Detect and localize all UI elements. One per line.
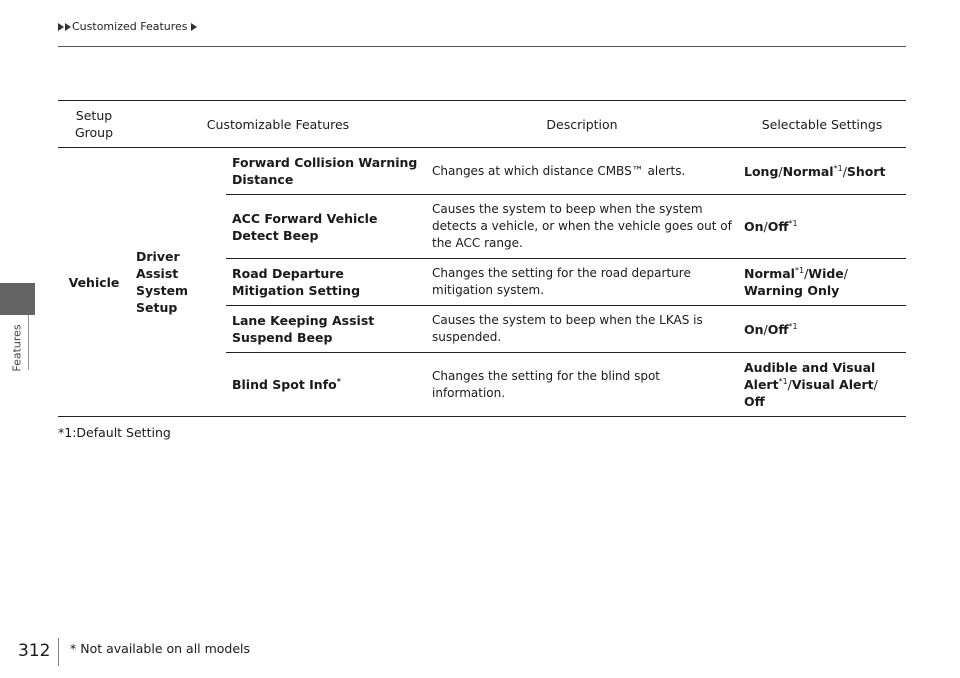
breadcrumb-arrow-icon [191,23,197,31]
feature-name: Lane Keeping Assist Suspend Beep [226,306,426,353]
group-vehicle: Vehicle [58,148,130,417]
header-selectable-settings: Selectable Settings [738,101,906,148]
feature-description: Changes the setting for the road departure mitigation system. [426,259,738,306]
breadcrumb [58,20,198,33]
feature-name: ACC Forward Vehicle Detect Beep [226,195,426,259]
table-header-row [58,101,906,148]
subgroup-driver-assist: Driver Assist System Setup [130,148,226,417]
feature-name: Road Departure Mitigation Setting [226,259,426,306]
customized-features-table [58,100,906,417]
feature-name: Blind Spot Info* [226,353,426,417]
feature-settings: Audible and Visual Alert$^{*1}$/Visual Alert/ Off [738,353,906,417]
feature-name: Forward Collision Warning Distance [226,148,426,195]
feature-description: Causes the system to beep when the LKAS is suspended. [426,306,738,353]
breadcrumb-label[interactable]: Customized Features [72,20,188,33]
table-row [58,148,906,195]
feature-description: Changes the setting for the blind spot information. [426,353,738,417]
header-rule [58,46,906,47]
feature-settings: Normal$^{*1}$/Wide/ Warning Only [738,259,906,306]
page-number: 312 [18,641,51,661]
feature-settings: Long/Normal$^{*1}$/Short [738,148,906,195]
header-description: Description [426,101,738,148]
header-customizable-features: Customizable Features [130,101,426,148]
header-setup-group: Setup Group [58,101,130,148]
footer-rule [58,638,59,666]
feature-description: Causes the system to beep when the system detects a vehicle, or when the vehicle goes out of the ACC range. [426,195,738,259]
section-tab-label: Features [10,324,24,372]
breadcrumb-arrow-icon [58,23,64,31]
feature-settings: On/Off$^{*1}$ [738,306,906,353]
section-tab-marker [0,283,35,315]
feature-settings: On/Off$^{*1}$ [738,195,906,259]
feature-description: Changes at which distance CMBS™ alerts. [426,148,738,195]
availability-note: * Not available on all models [70,641,251,656]
section-tab-rule [28,315,29,370]
default-setting-footnote: *1:Default Setting [58,425,171,440]
breadcrumb-arrow-icon [65,23,71,31]
